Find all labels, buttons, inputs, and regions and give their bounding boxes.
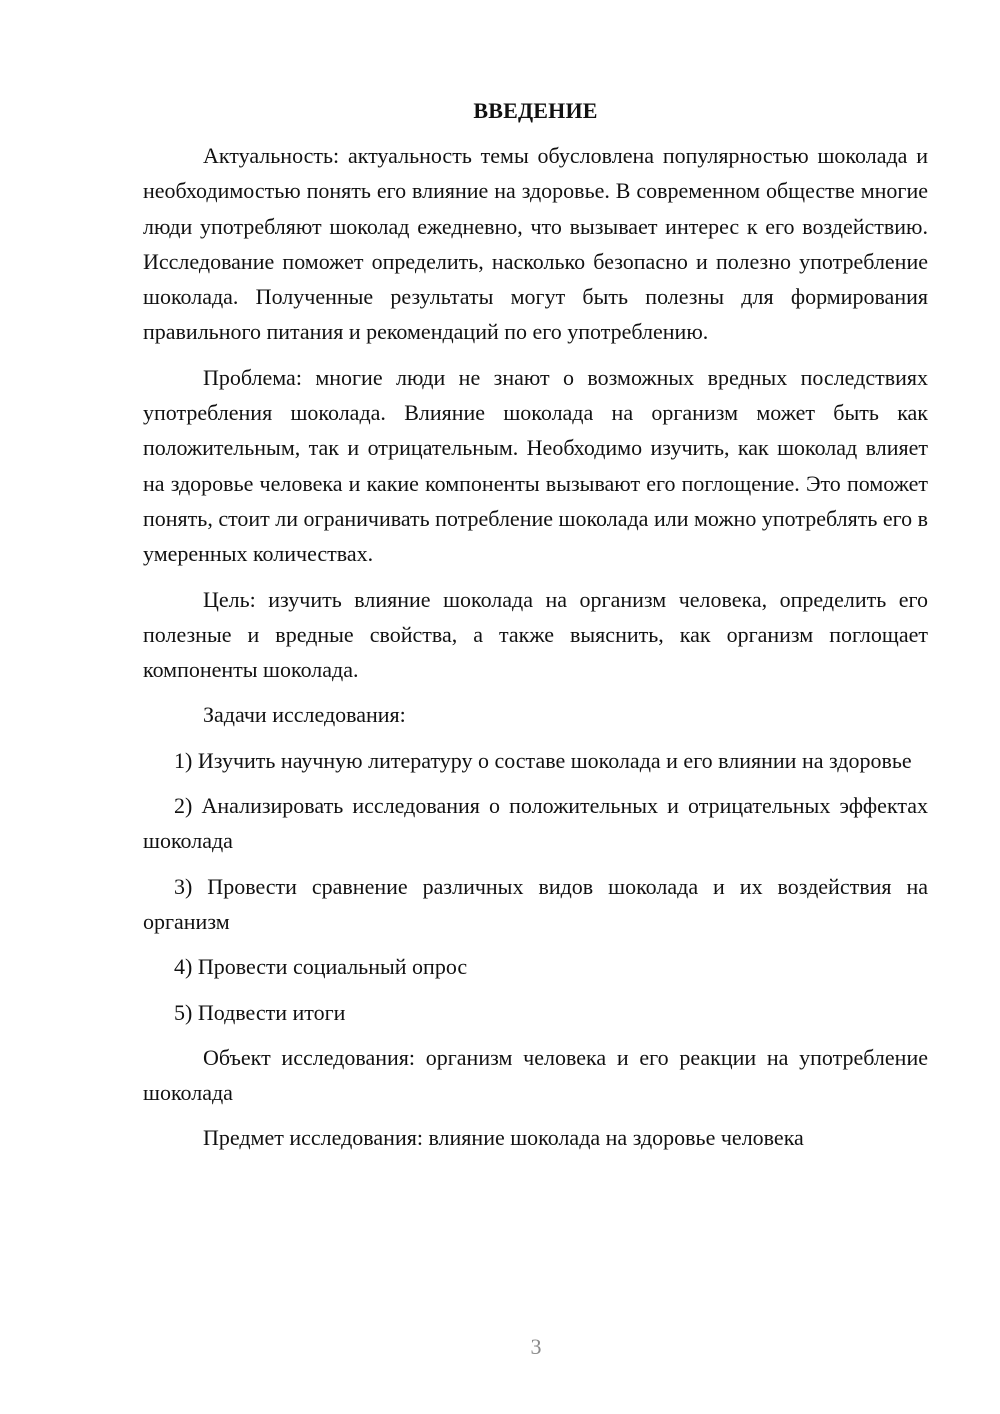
section-title: ВВЕДЕНИЕ	[473, 98, 598, 123]
tasks-heading: Задачи исследования:	[203, 702, 406, 728]
paragraph-problem: Проблема: многие люди не знают о возможных вредных последствиях употребления шоколада. Влияние шоколада на организм может быть как положительным, так и отрицательным. Необходимо изучить, как шоколад влияет на здоровье человека и какие компоненты вызывают его поглощение. Это поможет понять, стоит ли ограничивать потребление шоколада или можно употреблять его в умеренных количествах.	[143, 364, 928, 567]
paragraph-subject: Предмет исследования: влияние шоколада на здоровье человека	[203, 1125, 804, 1151]
paragraph-goal: Цель: изучить влияние шоколада на организм человека, определить его полезные и вредные свойства, а также выяснить, как организм поглощает компоненты шоколада.	[143, 586, 928, 683]
page-number: 3	[530, 1334, 542, 1359]
task-item-2: 2) Анализировать исследования о положительных и отрицательных эффектах шоколада	[143, 793, 928, 854]
task-item-3: 3) Провести сравнение различных видов шоколада и их воздействия на организм	[143, 873, 928, 934]
paragraph-relevance: Актуальность: актуальность темы обусловлена популярностью шоколада и необходимостью понять его влияние на здоровье. В современном обществе многие люди употребляют шоколад ежедневно, что вызывает интерес к его воздействию. Исследование поможет определить, насколько безопасно и полезно употребление шоколада. Полученные результаты могут быть полезны для формирования правильного питания и рекомендаций по его употреблению.	[143, 143, 928, 345]
task-item-1: 1) Изучить научную литературу о составе шоколада и его влиянии на здоровье	[174, 747, 912, 773]
paragraph-object: Объект исследования: организм человека и его реакции на употребление шоколада	[143, 1044, 928, 1106]
task-item-5: 5) Подвести итоги	[174, 999, 346, 1025]
task-item-4: 4) Провести социальный опрос	[174, 954, 468, 980]
page-content	[143, 94, 928, 1166]
